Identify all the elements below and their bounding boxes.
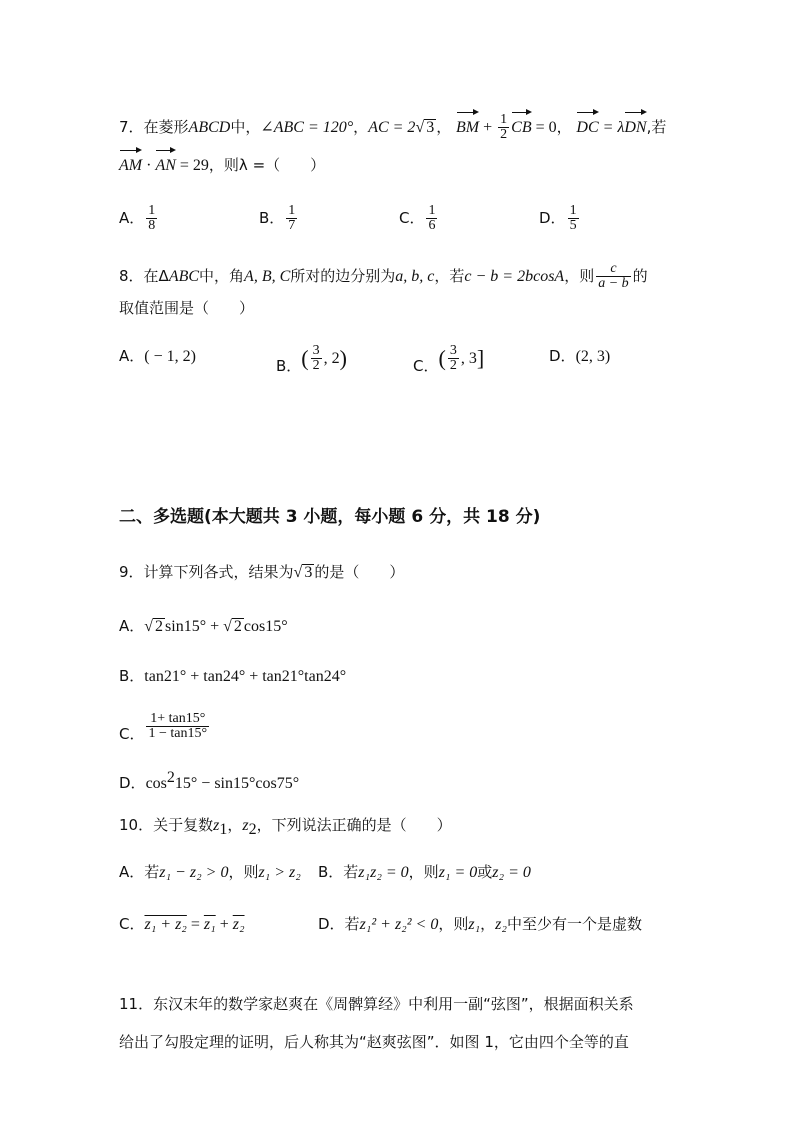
q7-option-d-num: 1: [569, 203, 577, 218]
q10-z1-sub: 1: [219, 821, 228, 838]
q10-option-d[interactable]: [318, 912, 642, 937]
q9-option-c-label: C．: [119, 725, 145, 743]
q7-option-c-den: 6: [428, 218, 436, 233]
q8-line2: [119, 296, 254, 320]
q8-tail: 的: [632, 267, 648, 285]
q7-option-d[interactable]: [539, 204, 581, 233]
q8-option-b-rest: , 2: [323, 350, 340, 367]
q8-option-b[interactable]: B．( $\frac{3}{2}$ , 2): [276, 343, 347, 375]
q8-option-d-label: D．: [549, 347, 576, 365]
q10-option-a-label: A．若: [119, 863, 160, 881]
q8-option-d-value: (2, 3): [575, 348, 611, 365]
q10-option-a-result: z₁ > z₂: [258, 864, 301, 881]
q10-option-c-plus: +: [215, 916, 233, 933]
q7-lead: 7．在菱形: [119, 118, 189, 136]
q7-rhombus: ABCD: [188, 119, 231, 136]
q9-option-d-label: D．: [119, 774, 146, 792]
q7-option-c[interactable]: [399, 204, 439, 233]
q8-line2-text: 取值范围是（ ）: [119, 299, 255, 317]
q10-option-b[interactable]: [318, 860, 531, 885]
q7-vec-cb: CB: [511, 110, 531, 140]
q7-sqrt: √ 3: [415, 119, 435, 136]
q10-tail: ，下列说法正确的是（ ）: [256, 816, 452, 834]
q9-option-a-rad1: 2: [155, 618, 164, 635]
q10-z2: z: [242, 817, 249, 834]
q10-option-d-z1: z₁: [468, 916, 481, 933]
q10-option-b-or: 或: [477, 863, 493, 881]
q7-half-num: 1: [500, 112, 508, 127]
q8-option-c-rest: , 3: [460, 350, 477, 367]
q10-option-d-label: D．若: [318, 915, 360, 933]
q10-option-b-res2: z₂ = 0: [492, 864, 531, 881]
q8-option-a[interactable]: [119, 344, 196, 369]
q9-option-b-text: tan21° + tan24° + tan21°tan24°: [144, 668, 347, 685]
q8-mid4: ，则: [564, 267, 595, 285]
q8-mid: 中，角: [199, 267, 245, 285]
q9-option-a-term1: sin15° +: [165, 618, 224, 635]
q9-option-a[interactable]: A．√ 2 sin15° + √ 2 cos15°: [119, 617, 288, 635]
q7-vec-bm: BM: [456, 110, 479, 140]
q8-mid2: 所对的边分别为: [290, 267, 396, 285]
q9-option-a-rad2: 2: [233, 618, 242, 635]
q9-stem: [119, 560, 404, 585]
q7-mid1: 中，: [230, 118, 261, 136]
q10-option-c-left: z₁ + z₂: [144, 916, 187, 933]
q10-z2-sub: 2: [248, 821, 257, 838]
q7-option-a-label: A．: [119, 209, 145, 227]
q10-option-b-expr: z₁z₂ = 0: [358, 864, 409, 881]
q10-option-c-r1: z₁: [203, 916, 216, 933]
q9-option-c[interactable]: [119, 712, 211, 741]
q9-tail: 的是（ ）: [314, 563, 405, 581]
q8-option-b-den: 2: [312, 358, 320, 373]
q9-option-a-term2: cos15°: [243, 618, 288, 635]
q10-option-d-mid: ，则: [438, 915, 469, 933]
q8-mid3: ，若: [434, 267, 465, 285]
q8-condition: c − b = 2bcosA: [464, 268, 565, 285]
q10-lead: 10．关于复数: [119, 816, 214, 834]
q7-ruo: ,若: [646, 118, 667, 136]
q7-eqlam: = λ: [598, 119, 625, 136]
q7-line1: 7．在菱形ABCD中，∠ABC = 120°，AC = 2√ 3 ， BM + $\frac{1}{2}$ CB = 0， DC = λDN,若: [119, 112, 667, 142]
q10-option-b-label: B．若: [318, 863, 359, 881]
q7-half-den: 2: [500, 127, 508, 142]
q10-option-a-expr: z₁ − z₂ > 0: [159, 864, 229, 881]
q10-option-d-z2: z₂: [495, 916, 507, 933]
q7-comma: ，: [353, 118, 369, 136]
q8-sides: a, b, c: [395, 268, 435, 285]
q7-ac: AC = 2: [368, 119, 416, 136]
q10-option-c-r2: z₂: [232, 916, 245, 933]
q7-vec-dn: DN: [624, 110, 646, 140]
q9-lead: 9．计算下列各式，结果为: [119, 563, 294, 581]
q8-triangle: ABC: [168, 268, 200, 285]
q9-option-b[interactable]: [119, 664, 346, 689]
q9-option-d[interactable]: [119, 766, 299, 796]
q7-tail: ，则λ =（ ）: [208, 156, 326, 174]
q9-option-d-sup: 2: [166, 769, 175, 786]
q7-sqrt-radicand: 3: [426, 119, 435, 136]
q7-line2: [119, 148, 325, 178]
q8-option-c-den: 2: [449, 358, 457, 373]
q7-option-d-den: 5: [569, 218, 577, 233]
q9-option-d-rest: 15° − sin15°cos75°: [174, 775, 300, 792]
q7-dot: ·: [142, 157, 156, 174]
q8-option-d[interactable]: [549, 344, 610, 369]
q10-option-a[interactable]: [119, 860, 301, 885]
q10-z1: z: [213, 817, 220, 834]
q7-vec-dc: DC: [576, 110, 598, 140]
q8-fraction: [596, 262, 630, 291]
q7-option-a-den: 8: [148, 218, 156, 233]
q7-option-b-label: B．: [259, 209, 285, 227]
q7-half: [498, 113, 509, 142]
q7-option-b[interactable]: [259, 204, 299, 233]
q9-option-a-label: A．: [119, 617, 145, 635]
q8-line1: [119, 262, 648, 291]
q8-option-c-num: 3: [449, 343, 457, 358]
q8-option-a-label: A．: [119, 347, 145, 365]
q9-sqrt: √ 3: [293, 564, 313, 581]
q10-option-c-label: C．: [119, 915, 145, 933]
q8-frac-den: a − b: [598, 276, 629, 291]
q10-option-b-res1: z₁ = 0: [438, 864, 478, 881]
q7-option-b-num: 1: [288, 203, 296, 218]
q11-line2: 给出了勾股定理的证明，后人称其为“赵爽弦图”．如图 1，它由四个全等的直: [119, 1033, 629, 1051]
q7-option-a-num: 1: [148, 203, 156, 218]
q9-sqrt-radicand: 3: [304, 564, 313, 581]
section-heading-multiple-choice: 二、多选题(本大题共 3 小题，每小题 6 分，共 18 分): [119, 507, 541, 527]
q9-option-c-den: 1 − tan15°: [148, 726, 208, 741]
q7-eq0: = 0: [531, 119, 557, 136]
q7-option-b-den: 7: [288, 218, 296, 233]
q10-option-b-mid: ，则: [408, 863, 439, 881]
q7-vec-am: AM: [119, 148, 142, 178]
q10-option-d-sep: ，: [480, 915, 496, 933]
q9-option-b-label: B．: [119, 667, 145, 685]
q8-angles: A, B, C: [244, 268, 291, 285]
q8-option-c[interactable]: C．( $\frac{3}{2}$ , 3]: [413, 343, 485, 375]
q7-eq29: = 29: [175, 157, 209, 174]
q8-option-b-label: B．: [276, 357, 302, 375]
q10-option-c[interactable]: [119, 912, 245, 937]
q8-lead: 8．在Δ: [119, 267, 169, 285]
q9-option-d-cos: cos: [145, 775, 167, 792]
q7-option-c-label: C．: [399, 209, 425, 227]
q10-option-a-mid: ，则: [228, 863, 259, 881]
q10-stem: [119, 813, 452, 842]
q10-option-c-eq: =: [186, 916, 204, 933]
q10-option-d-expr: z₁² + z₂² < 0: [359, 916, 439, 933]
q8-option-b-num: 3: [312, 343, 320, 358]
q8-option-c-label: C．: [413, 357, 439, 375]
q7-vec-an: AN: [155, 148, 175, 178]
q7-option-a[interactable]: [119, 204, 159, 233]
q9-option-c-num: 1+ tan15°: [150, 711, 206, 726]
q8-option-a-value: ( − 1, 2): [144, 348, 196, 365]
q10-sep: ，: [227, 816, 243, 834]
q7-angle: ∠ABC = 120°: [260, 119, 354, 136]
q7-option-c-num: 1: [428, 203, 436, 218]
q7-option-d-label: D．: [539, 209, 566, 227]
q8-frac-num: c: [610, 261, 617, 276]
q11-line1: 11．东汉末年的数学家赵爽在《周髀算经》中利用一副“弦图”，根据面积关系: [119, 995, 634, 1013]
q10-option-d-tail: 中至少有一个是虚数: [506, 915, 642, 933]
